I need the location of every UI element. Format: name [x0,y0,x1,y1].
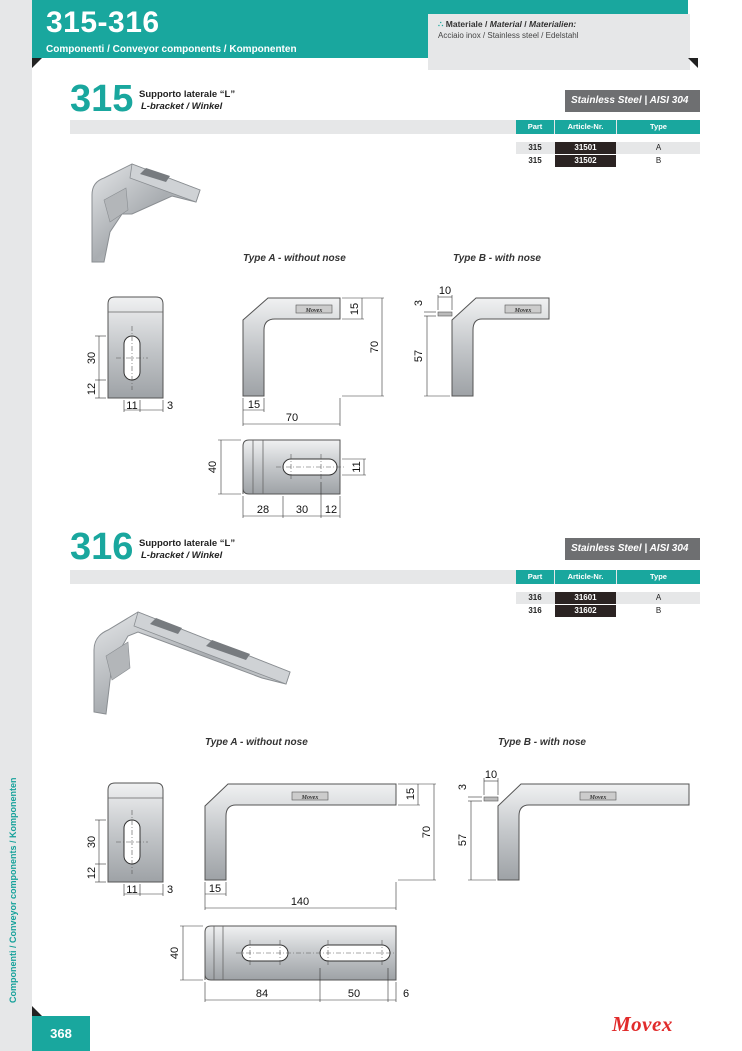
svg-text:Movex: Movex [301,795,319,801]
material-dots-icon: ∴ [438,19,444,29]
product-photo-316 [94,612,290,714]
section-title: Supporto laterale “L” [139,89,236,100]
cell-type: B [655,606,662,615]
cell-article: 31601 [555,592,616,604]
cell-article: 31502 [555,155,616,167]
svg-text:30: 30 [86,835,98,849]
section-subtitle: L-bracket / Winkel [141,101,223,112]
svg-text:12: 12 [86,866,98,880]
svg-text:70: 70 [369,340,381,354]
table-header-article: Article-Nr. [555,570,616,584]
svg-text:15: 15 [349,302,361,316]
svg-text:3: 3 [413,299,425,307]
page-title: 315-316 [46,6,160,39]
svg-text:28: 28 [256,504,270,516]
svg-text:57: 57 [413,349,425,363]
svg-text:12: 12 [86,382,98,396]
material-badge: Stainless Steel | AISI 304 [565,90,700,112]
svg-text:40: 40 [169,946,181,960]
svg-text:Movex: Movex [514,308,532,314]
cell-part: 315 [528,156,542,165]
svg-text:15: 15 [405,787,417,801]
type-a-label: Type A - without nose [243,253,346,264]
table-header-article: Article-Nr. [555,120,616,134]
svg-text:70: 70 [421,825,433,839]
material-badge: Stainless Steel | AISI 304 [565,538,700,560]
type-b-label: Type B - with nose [453,253,541,264]
svg-text:3: 3 [166,400,174,412]
table-header-type: Type [617,120,700,134]
section-number: 315 [70,78,134,120]
material-heading: ∴ Materiale / Material / Materialien: [438,19,577,29]
cell-type: A [655,593,662,602]
svg-text:11: 11 [351,461,363,473]
material-line: Acciaio inox / Stainless steel / Edelstahl [438,31,579,40]
svg-text:50: 50 [347,988,361,1000]
type-b-label: Type B - with nose [498,737,586,748]
side-view-b-316 [457,769,689,880]
side-view-a-316 [205,784,436,910]
cell-type: A [655,143,662,152]
top-view-316 [169,926,409,1002]
table-header-part: Part [516,120,554,134]
page-subtitle: Componenti / Conveyor components / Komponenten [46,44,297,55]
cell-article: 31501 [555,142,616,154]
svg-text:Movex: Movex [305,308,323,314]
page-number: 368 [50,1026,72,1041]
side-category-label: Componenti / Conveyor components / Komponenten [8,777,18,1003]
table-header-type: Type [617,570,700,584]
svg-text:11: 11 [126,884,138,896]
cell-part: 316 [528,593,542,602]
page-number-box [32,1016,90,1051]
svg-text:140: 140 [290,896,310,908]
svg-text:30: 30 [86,351,98,365]
svg-text:15: 15 [208,883,222,895]
brand-logo: Movex [612,1012,673,1036]
section-subtitle: L-bracket / Winkel [141,550,223,561]
svg-text:11: 11 [126,400,138,412]
cell-part: 316 [528,606,542,615]
cell-article: 31602 [555,605,616,617]
cell-part: 315 [528,143,542,152]
section-number: 316 [70,526,134,568]
svg-text:10: 10 [438,285,452,297]
svg-text:3: 3 [166,884,174,896]
type-a-label: Type A - without nose [205,737,308,748]
svg-text:30: 30 [295,504,309,516]
front-view-316 [86,783,173,896]
table-header-part: Part [516,570,554,584]
section-title: Supporto laterale “L” [139,538,236,549]
svg-text:40: 40 [207,460,219,474]
svg-text:12: 12 [324,504,338,516]
cell-type: B [655,156,662,165]
svg-text:3: 3 [457,783,469,791]
svg-text:Movex: Movex [589,795,607,801]
svg-text:6: 6 [402,988,410,1000]
svg-text:57: 57 [457,833,469,847]
svg-text:10: 10 [484,769,498,781]
svg-text:15: 15 [247,399,261,411]
svg-text:84: 84 [255,988,269,1000]
svg-text:70: 70 [285,412,299,424]
